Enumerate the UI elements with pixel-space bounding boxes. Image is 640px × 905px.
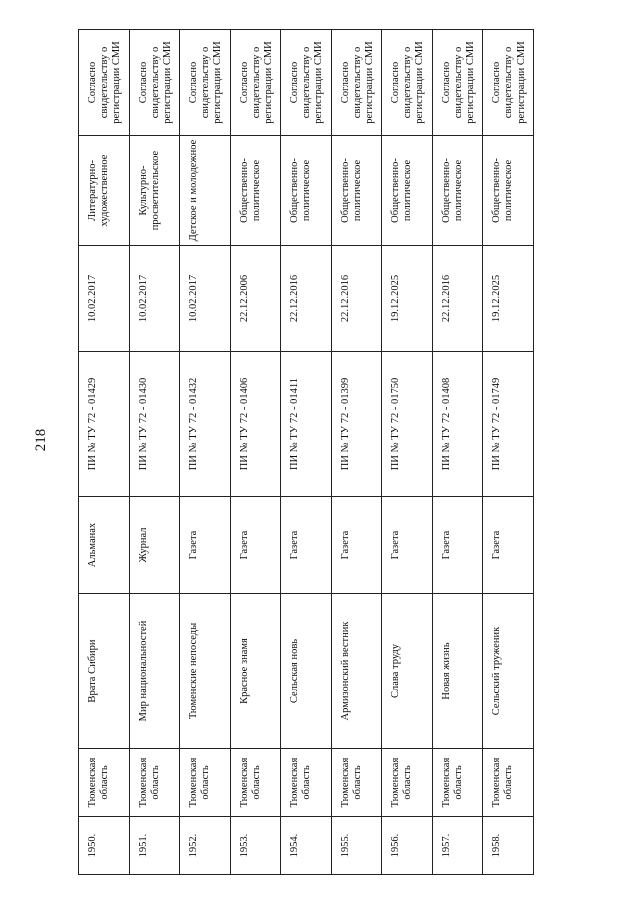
registration-date-cell: 22.12.2016 [281,246,332,352]
note-cell: Согласно свидетельству о регистрации СМИ [331,30,382,136]
media-name-cell: Новая жизнь [432,594,483,749]
registration-number-cell: ПИ № ТУ 72 - 01399 [331,352,382,497]
specialization-cell: Общественно-политическое [230,136,281,246]
registration-number-cell: ПИ № ТУ 72 - 01411 [281,352,332,497]
media-name-cell: Слава труду [382,594,433,749]
specialization-cell: Общественно-политическое [382,136,433,246]
media-type-cell: Журнал [129,497,180,594]
media-name-cell: Мир национальностей [129,594,180,749]
registry-table [78,29,534,875]
media-name-cell: Врата Сибири [79,594,130,749]
region-cell: Тюменская область [79,749,130,817]
table-row [281,30,332,875]
table-row [79,30,130,875]
media-name-cell: Красное знамя [230,594,281,749]
registration-date-cell: 10.02.2017 [129,246,180,352]
row-number: 1950. [79,817,130,875]
media-name-cell: Армизонский вестник [331,594,382,749]
region-cell: Тюменская область [331,749,382,817]
media-type-cell: Газета [180,497,231,594]
registration-date-cell: 10.02.2017 [79,246,130,352]
note-cell: Согласно свидетельству о регистрации СМИ [281,30,332,136]
region-cell: Тюменская область [483,749,534,817]
specialization-cell: Детское и молодежное [180,136,231,246]
registration-number-cell: ПИ № ТУ 72 - 01408 [432,352,483,497]
registration-number-cell: ПИ № ТУ 72 - 01429 [79,352,130,497]
registration-number-cell: ПИ № ТУ 72 - 01749 [483,352,534,497]
media-type-cell: Газета [331,497,382,594]
registration-number-cell: ПИ № ТУ 72 - 01432 [180,352,231,497]
media-name-cell: Тюменские непоседы [180,594,231,749]
table-row [432,30,483,875]
table-row [382,30,433,875]
page-number: 218 [33,428,49,452]
media-type-cell: Газета [483,497,534,594]
note-cell: Согласно свидетельству о регистрации СМИ [483,30,534,136]
registration-number-cell: ПИ № ТУ 72 - 01430 [129,352,180,497]
row-number: 1956. [382,817,433,875]
specialization-cell: Общественно-политическое [483,136,534,246]
registration-date-cell: 19.12.2025 [382,246,433,352]
registration-date-cell: 22.12.2016 [432,246,483,352]
row-number: 1955. [331,817,382,875]
note-cell: Согласно свидетельству о регистрации СМИ [79,30,130,136]
registration-date-cell: 22.12.2016 [331,246,382,352]
table-container [78,30,534,875]
note-cell: Согласно свидетельству о регистрации СМИ [382,30,433,136]
row-number: 1957. [432,817,483,875]
table-row [331,30,382,875]
region-cell: Тюменская область [382,749,433,817]
media-type-cell: Газета [230,497,281,594]
registration-date-cell: 10.02.2017 [180,246,231,352]
registration-number-cell: ПИ № ТУ 72 - 01750 [382,352,433,497]
media-name-cell: Сельский труженик [483,594,534,749]
region-cell: Тюменская область [180,749,231,817]
specialization-cell: Общественно-политическое [331,136,382,246]
specialization-cell: Общественно-политическое [281,136,332,246]
note-cell: Согласно свидетельству о регистрации СМИ [180,30,231,136]
table-row [230,30,281,875]
specialization-cell: Культурно-просветительское [129,136,180,246]
region-cell: Тюменская область [281,749,332,817]
registration-number-cell: ПИ № ТУ 72 - 01406 [230,352,281,497]
table-row [483,30,534,875]
media-name-cell: Сельская новь [281,594,332,749]
note-cell: Согласно свидетельству о регистрации СМИ [230,30,281,136]
region-cell: Тюменская область [432,749,483,817]
region-cell: Тюменская область [129,749,180,817]
media-type-cell: Альманах [79,497,130,594]
row-number: 1951. [129,817,180,875]
table-row [129,30,180,875]
media-type-cell: Газета [382,497,433,594]
media-type-cell: Газета [432,497,483,594]
specialization-cell: Литературно-художественное [79,136,130,246]
note-cell: Согласно свидетельству о регистрации СМИ [432,30,483,136]
region-cell: Тюменская область [230,749,281,817]
note-cell: Согласно свидетельству о регистрации СМИ [129,30,180,136]
registration-date-cell: 22.12.2006 [230,246,281,352]
media-type-cell: Газета [281,497,332,594]
row-number: 1953. [230,817,281,875]
registration-date-cell: 19.12.2025 [483,246,534,352]
row-number: 1954. [281,817,332,875]
specialization-cell: Общественно-политическое [432,136,483,246]
row-number: 1952. [180,817,231,875]
table-row [180,30,231,875]
row-number: 1958. [483,817,534,875]
